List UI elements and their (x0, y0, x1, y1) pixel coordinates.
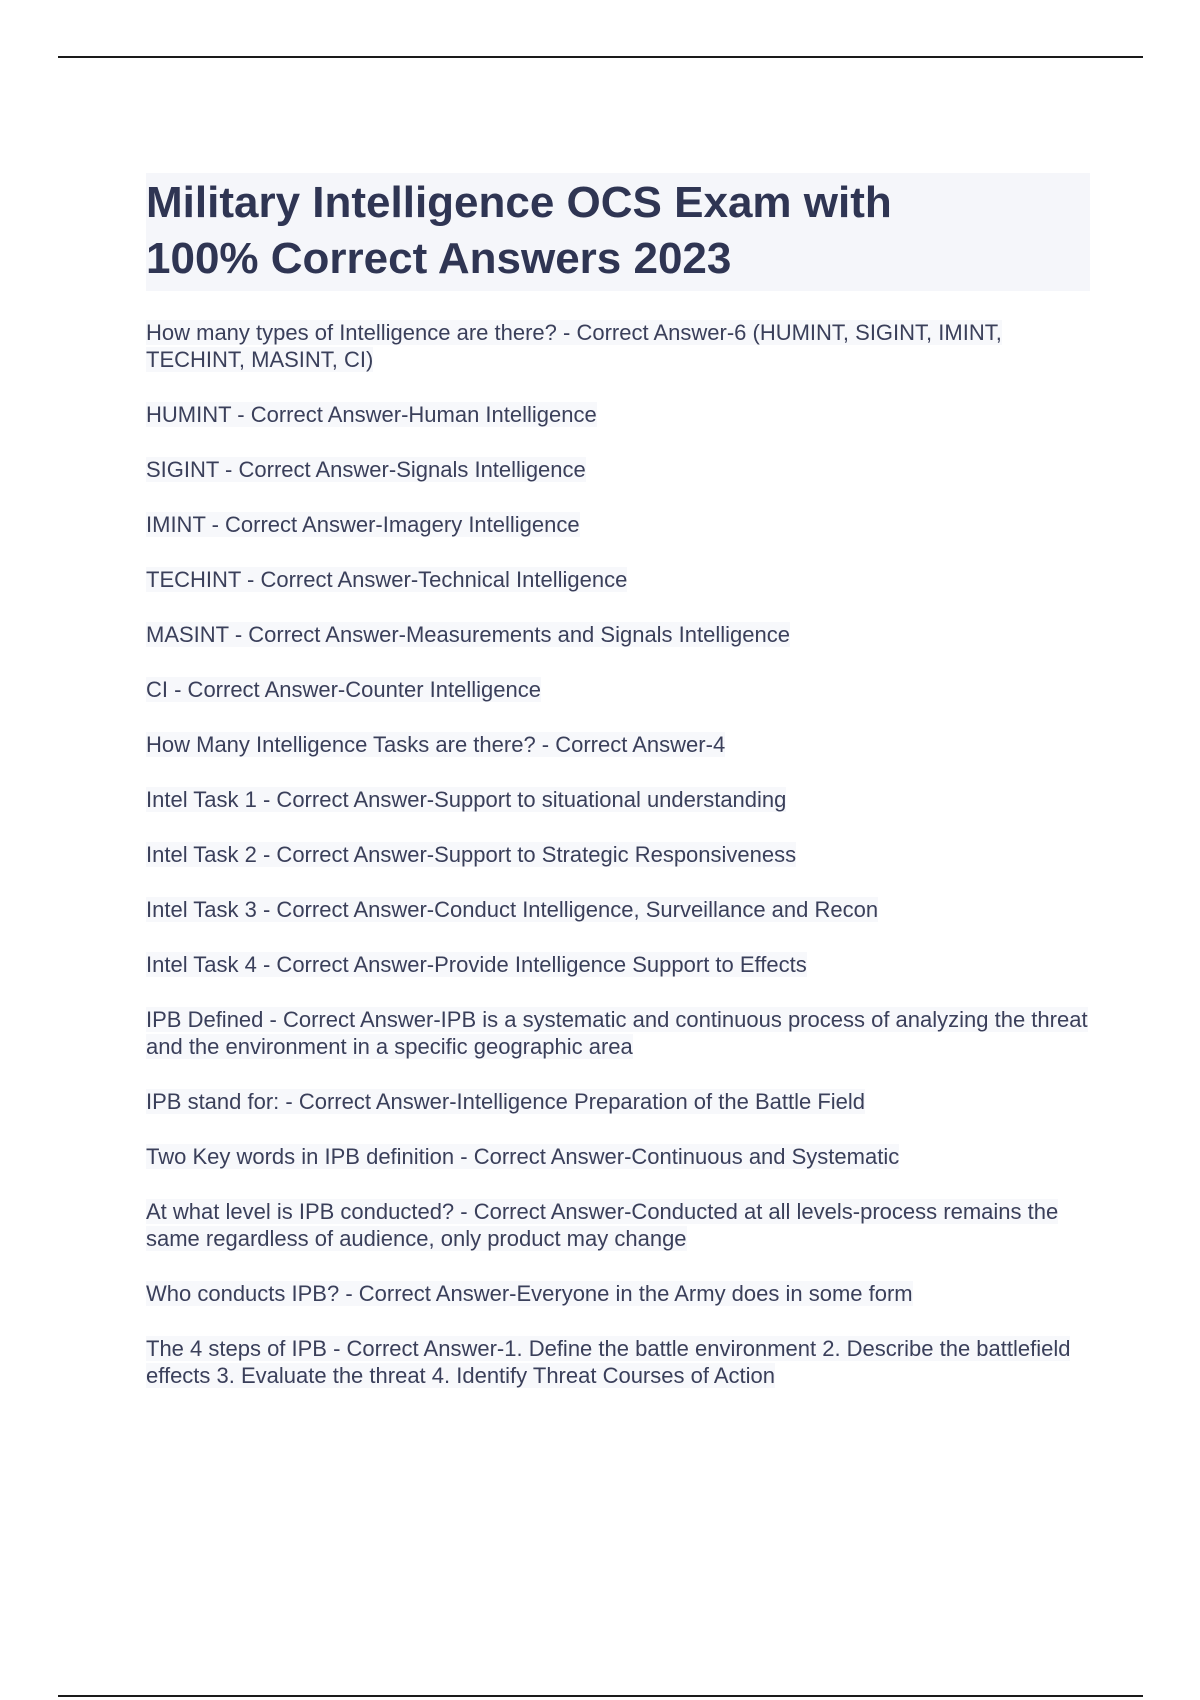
qa-text: Intel Task 4 - Correct Answer-Provide Intelligence Support to Effects (146, 952, 807, 977)
qa-text: At what level is IPB conducted? - Correct Answer-Conducted at all levels-process remains the same regardless of audience, only product may change (146, 1199, 1059, 1251)
qa-text: IPB Defined - Correct Answer-IPB is a systematic and continuous process of analyzing the threat and the environment in a specific geographic area (146, 1007, 1088, 1059)
title-line-1: Military Intelligence OCS Exam with (146, 178, 892, 227)
qa-entry (146, 731, 1090, 758)
qa-text: CI - Correct Answer-Counter Intelligence (146, 677, 541, 702)
bottom-rule (58, 1695, 1143, 1697)
qa-text: HUMINT - Correct Answer-Human Intelligence (146, 402, 597, 427)
qa-entry (146, 1198, 1090, 1252)
qa-entry (146, 511, 1090, 538)
qa-entry (146, 1280, 1090, 1307)
qa-text: IMINT - Correct Answer-Imagery Intelligence (146, 512, 580, 537)
qa-text: Intel Task 1 - Correct Answer-Support to situational understanding (146, 787, 787, 812)
qa-entry (146, 1088, 1090, 1115)
qa-entry (146, 786, 1090, 813)
qa-text: Who conducts IPB? - Correct Answer-Everyone in the Army does in some form (146, 1281, 913, 1306)
qa-entry (146, 896, 1090, 923)
qa-entry (146, 1143, 1090, 1170)
qa-entry (146, 951, 1090, 978)
qa-text: MASINT - Correct Answer-Measurements and Signals Intelligence (146, 622, 790, 647)
qa-text: Intel Task 3 - Correct Answer-Conduct Intelligence, Surveillance and Recon (146, 897, 879, 922)
qa-entry (146, 456, 1090, 483)
qa-text: TECHINT - Correct Answer-Technical Intelligence (146, 567, 628, 592)
qa-entry (146, 676, 1090, 703)
qa-text: Intel Task 2 - Correct Answer-Support to Strategic Responsiveness (146, 842, 797, 867)
document-title (146, 173, 1090, 291)
qa-text: How many types of Intelligence are there? - Correct Answer-6 (HUMINT, SIGINT, IMINT, TECHINT, MASINT, CI) (146, 320, 1002, 372)
qa-entry (146, 401, 1090, 428)
qa-text: IPB stand for: - Correct Answer-Intelligence Preparation of the Battle Field (146, 1089, 866, 1114)
document-body (146, 173, 1090, 1417)
qa-text: SIGINT - Correct Answer-Signals Intelligence (146, 457, 586, 482)
qa-entry (146, 621, 1090, 648)
qa-entry (146, 566, 1090, 593)
qa-entry (146, 841, 1090, 868)
qa-text: How Many Intelligence Tasks are there? - Correct Answer-4 (146, 732, 726, 757)
top-rule (58, 56, 1143, 58)
qa-entry (146, 319, 1090, 373)
qa-entry (146, 1335, 1090, 1389)
title-line-2: 100% Correct Answers 2023 (146, 234, 732, 283)
qa-entry (146, 1006, 1090, 1060)
qa-text: Two Key words in IPB definition - Correct Answer-Continuous and Systematic (146, 1144, 900, 1169)
qa-text: The 4 steps of IPB - Correct Answer-1. Define the battle environment 2. Describe the battlefield effects 3. Evaluate the threat 4. Identify Threat Courses of Action (146, 1336, 1071, 1388)
